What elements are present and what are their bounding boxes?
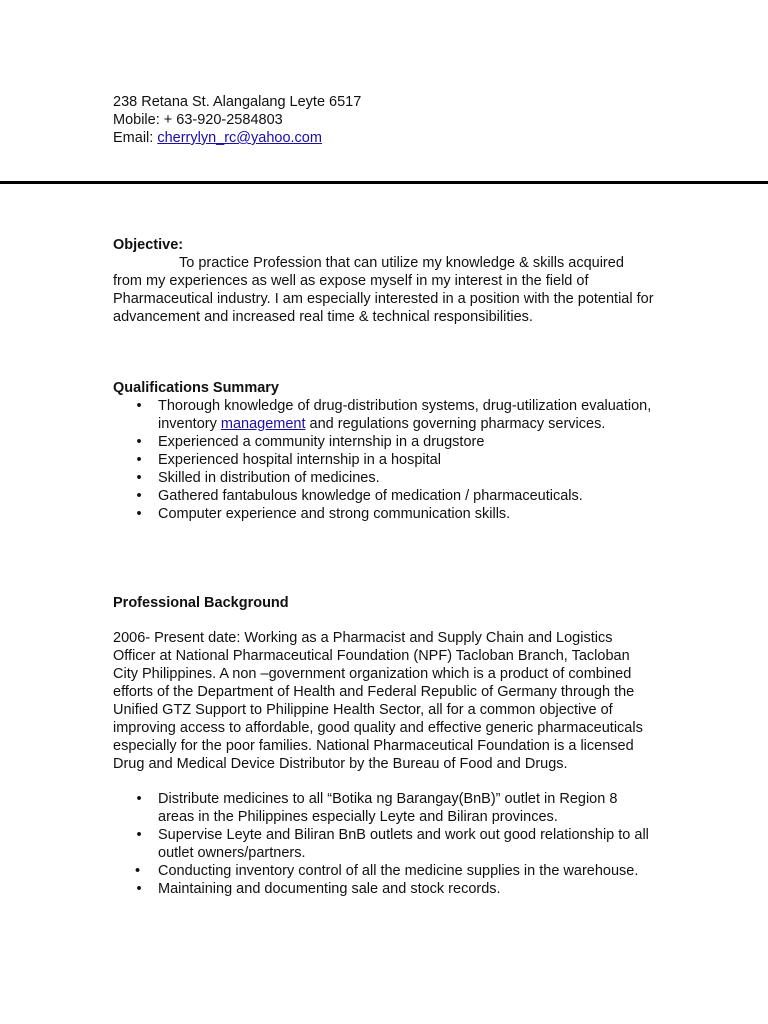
bullet-icon: • — [136, 488, 142, 504]
qualifications-list — [113, 397, 655, 523]
objective-heading: Objective: — [113, 237, 184, 253]
qualifications-list-wrapper — [113, 397, 655, 523]
list-item: • Thorough knowledge of drug-distribution systems, drug-utilization evaluation, inventory management and regulations governing pharmacy services. — [136, 398, 652, 432]
bullet-icon: • — [136, 881, 142, 897]
professional-heading: Professional Background — [113, 595, 289, 611]
bullet-icon: • — [136, 470, 142, 486]
objective-paragraph: To practice Profession that can utilize my knowledge & skills acquired from my experiences as well as expose myself in my interest in the field of Pharmaceutical industry. I am especially interested in a position with the potential for advancement and increased real time & technical responsibilities. — [113, 255, 654, 325]
bullet-icon: • — [135, 863, 141, 879]
email-label: Email: — [113, 130, 158, 146]
professional-paragraph: 2006- Present date: Working as a Pharmacist and Supply Chain and Logistics Officer at National Pharmaceutical Foundation (NPF) Tacloban Branch, Tacloban City Philippines. A non –government organization which is a product of combined efforts of the Department of Health and Federal Republic of Germany through the Unified GTZ Support to Philippine Health Sector, all for a common objective of improving access to affordable, good quality and effective generic pharmaceuticals especially for the poor families. National Pharmaceutical Foundation is a licensed Drug and Medical Device Distributor by the Bureau of Food and Drugs. — [113, 630, 643, 772]
bullet-icon: • — [136, 506, 142, 522]
professional-list — [113, 790, 655, 898]
contact-block — [113, 93, 655, 147]
horizontal-divider — [0, 181, 768, 184]
mobile-line: Mobile: + 63-920-2584803 — [113, 112, 283, 128]
list-item: • Gathered fantabulous knowledge of medication / pharmaceuticals. — [136, 488, 583, 504]
email-line — [113, 129, 655, 147]
list-item: • Distribute medicines to all “Botika ng Barangay(BnB)” outlet in Region 8 areas in the Philippines especially Leyte and Biliran provinces. — [136, 791, 618, 825]
list-item: • Supervise Leyte and Biliran BnB outlets and work out good relationship to all outlet owners/partners. — [136, 827, 649, 861]
qualifications-heading: Qualifications Summary — [113, 380, 279, 396]
list-item: • Maintaining and documenting sale and stock records. — [136, 881, 501, 897]
list-item: • Experienced a community internship in a drugstore — [136, 434, 485, 450]
list-item: • Computer experience and strong communication skills. — [136, 506, 511, 522]
management-link[interactable]: management — [220, 416, 306, 432]
bullet-icon: • — [136, 791, 142, 807]
professional-list-wrapper — [113, 790, 655, 898]
address-line: 238 Retana St. Alangalang Leyte 6517 — [113, 94, 362, 110]
bullet-icon: • — [136, 827, 142, 843]
list-item: • Skilled in distribution of medicines. — [136, 470, 380, 486]
bullet-icon: • — [136, 452, 142, 468]
bullet-icon: • — [136, 398, 142, 414]
list-item: • Conducting inventory control of all the medicine supplies in the warehouse. — [135, 863, 639, 879]
objective-text — [113, 254, 655, 326]
email-link[interactable]: cherrylyn_rc@yahoo.com — [157, 130, 322, 146]
list-item: • Experienced hospital internship in a hospital — [136, 452, 441, 468]
bullet-icon: • — [136, 434, 142, 450]
